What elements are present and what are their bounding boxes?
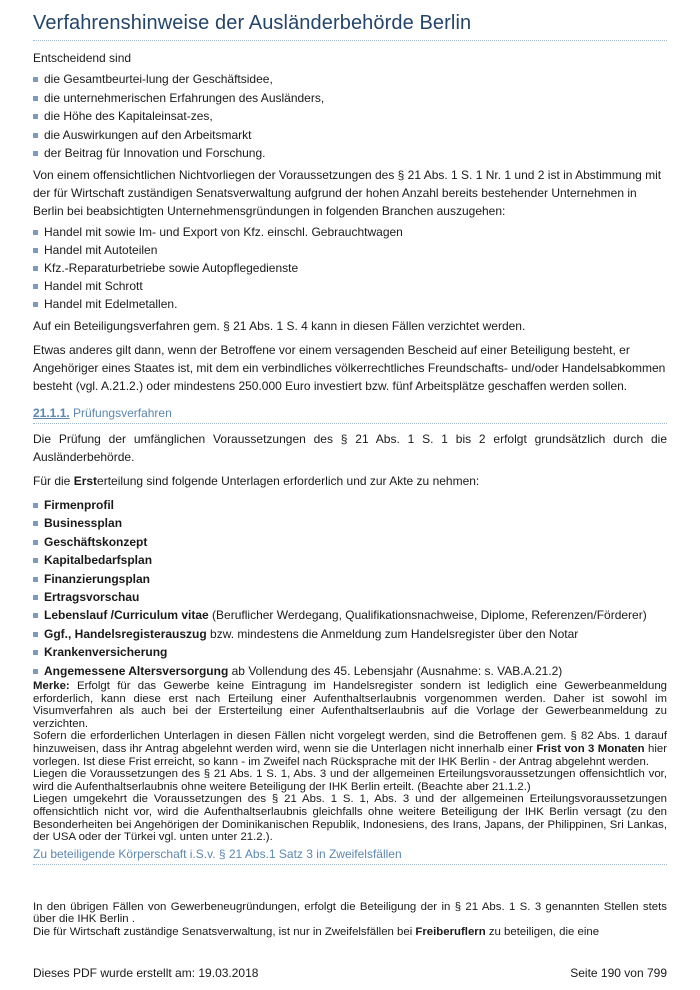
note-deadline: Sofern die erforderlichen Unterlagen in diesen Fällen nicht vorgelegt werden, sind die Betroffenen gem. § 82 Abs. 1 darauf hinzuweisen, dass ihr Antrag abgelehnt werden wird, wenn sie die Unterlagen nicht innerhalb einer Frist von 3 Monaten hier vorlegen. Ist diese Frist erreicht, so kann - im Zweifel nach Rücksprache mit der IHK Berlin - der Antrag abgelehnt werden. (33, 730, 667, 768)
list-item: Kfz.-Reparaturbetriebe sowie Autopflegedienste (33, 259, 667, 277)
list-item: Handel mit Edelmetallen. (33, 295, 667, 313)
bullet-square-icon (33, 540, 38, 545)
bullet-square-icon (33, 669, 38, 674)
section-title: Prüfungsverfahren (73, 406, 172, 420)
bullet-square-icon (33, 632, 38, 637)
list-item: Kapitalbedarfsplan (33, 551, 667, 569)
bullet-square-icon (33, 266, 38, 271)
bullet-square-icon (33, 284, 38, 289)
bullet-square-icon (33, 595, 38, 600)
bullet-square-icon (33, 77, 38, 82)
note-granted: Liegen die Voraussetzungen des § 21 Abs. 1 S. 1, Abs. 3 und der allgemeinen Erteilungsvoraussetzungen offensichtlich vor, wird die Aufenthaltserlaubnis ohne weitere Beteiligung der IHK Berlin erteilt. (Beachte aber 21.1.2.) (33, 768, 667, 793)
bullet-square-icon (33, 302, 38, 307)
list-item: Krankenversicherung (33, 643, 667, 661)
page-footer (33, 966, 667, 980)
document-page (33, 0, 667, 939)
note-merke: Merke: Erfolgt für das Gewerbe keine Eintragung im Handelsregister sondern ist lediglich eine Gewerbeanmeldung erforderlich, kann diese erst nach Erteilung einer Aufenthaltserlaubnis vorgenommen werden. Daher ist sowohl im Visumverfahren als auch bei der Ersterteilung einer Aufenthaltserlaubnis auf die Vorlage der Gewerbeanmeldung zu verzichten. (33, 680, 667, 730)
paragraph-documents: Für die Ersterteilung sind folgende Unterlagen erforderlich und zur Akte zu nehmen: (33, 474, 480, 488)
list-item: Geschäftskonzept (33, 533, 667, 551)
list-item: Handel mit sowie Im- und Export von Kfz. einschl. Gebrauchtwagen (33, 223, 667, 241)
list-item: Ertragsvorschau (33, 588, 667, 606)
paragraph-senate: Die für Wirtschaft zuständige Senatsverwaltung, ist nur in Zweifelsfällen bei Freiberuflern zu beteiligen, die eine (33, 925, 600, 938)
section-number-link[interactable]: 21.1.1. (33, 406, 70, 420)
paragraph-check: Die Prüfung der umfänglichen Voraussetzungen des § 21 Abs. 1 S. 1 bis 2 erfolgt grundsätzlich durch die Ausländerbehörde. (33, 432, 667, 464)
section-heading (33, 406, 667, 424)
list-item: die unternehmerischen Erfahrungen des Ausländers, (33, 89, 667, 107)
criteria-list (33, 70, 667, 162)
list-item: Finanzierungsplan (33, 570, 667, 588)
list-item: Handel mit Autoteilen (33, 241, 667, 259)
bullet-square-icon (33, 96, 38, 101)
bullet-square-icon (33, 248, 38, 253)
list-item: die Gesamtbeurtei-lung der Geschäftsidee, (33, 70, 667, 88)
footer-page-number: Seite 190 von 799 (570, 966, 667, 980)
bullet-square-icon (33, 558, 38, 563)
footer-created-date: Dieses PDF wurde erstellt am: 19.03.2018 (33, 966, 259, 980)
paragraph-waiver: Auf ein Beteiligungsverfahren gem. § 21 Abs. 1 S. 4 kann in diesen Fällen verzichtet werden. (33, 319, 526, 333)
list-item: Businessplan (33, 514, 667, 532)
paragraph-other-cases: In den übrigen Fällen von Gewerbeneugründungen, erfolgt die Beteiligung der in § 21 Abs. 1 S. 3 genannten Stellen stets über die IHK Berlin . (33, 900, 667, 926)
list-item: Angemessene Altersversorgung ab Vollendung des 45. Lebensjahr (Ausnahme: s. VAB.A.21.2) (33, 662, 667, 680)
bullet-square-icon (33, 133, 38, 138)
bullet-square-icon (33, 114, 38, 119)
list-item: der Beitrag für Innovation und Forschung. (33, 144, 667, 162)
bullet-square-icon (33, 503, 38, 508)
list-item: Firmenprofil (33, 496, 667, 514)
bullet-square-icon (33, 151, 38, 156)
bullet-square-icon (33, 613, 38, 618)
list-item: die Höhe des Kapitaleinsat-zes, (33, 107, 667, 125)
documents-list (33, 496, 667, 680)
paragraph-exception: Etwas anderes gilt dann, wenn der Betroffene vor einem versagenden Bescheid auf einer Beteiligung besteht, er Angehöriger eines Staates ist, mit dem ein verbindliches völkerrechtliches Freundschafts- und/oder Handelsabkommen besteht (vgl. A.21.2.) oder mindestens 250.000 Euro investiert bzw. fünf Arbeitsplätze geschaffen werden sollen. (33, 343, 666, 393)
list-item: Handel mit Schrott (33, 277, 667, 295)
list-item: Lebenslauf /Curriculum vitae (Beruflicher Werdegang, Qualifikationsnachweise, Diplome, Referenzen/Förderer) (33, 606, 667, 624)
bullet-square-icon (33, 577, 38, 582)
intro-text: Entscheidend sind (33, 51, 132, 65)
bullet-square-icon (33, 521, 38, 526)
branches-list (33, 223, 667, 313)
bullet-square-icon (33, 650, 38, 655)
list-item: Ggf., Handelsregisterauszug bzw. mindestens die Anmeldung zum Handelsregister über den Notar (33, 625, 667, 643)
page-title: Verfahrenshinweise der Ausländerbehörde Berlin (33, 12, 667, 41)
bullet-square-icon (33, 230, 38, 235)
list-item: die Auswirkungen auf den Arbeitsmarkt (33, 126, 667, 144)
participating-body-link[interactable]: Zu beteiligende Körperschaft i.S.v. § 21 Abs.1 Satz 3 in Zweifelsfällen (33, 847, 667, 865)
paragraph-absence: Von einem offensichtlichen Nichtvorliegen der Voraussetzungen des § 21 Abs. 1 S. 1 Nr. 1 und 2 ist in Abstimmung mit der für Wirtschaft zuständigen Senatsverwaltung aufgrund der hohen Anzahl bereits bestehender Unternehmen in Berlin bei beabsichtigten Unternehmensgründungen in folgenden Branchen auszugehen: (33, 168, 662, 218)
note-denied: Liegen umgekehrt die Voraussetzungen des § 21 Abs. 1 S. 1, Abs. 3 und der allgemeinen Erteilungsvoraussetzungen offensichtlich nicht vor, wird die Aufenthaltserlaubnis gleichfalls ohne weitere Beteiligung der IHK Berlin versagt (zu den Besonderheiten bei Angehörigen der Dominikanischen Republik, Indonesiens, des Irans, Japans, der Philippinen, Sri Lankas, der USA oder der Türkei vgl. unten unter 21.2.). (33, 793, 667, 844)
